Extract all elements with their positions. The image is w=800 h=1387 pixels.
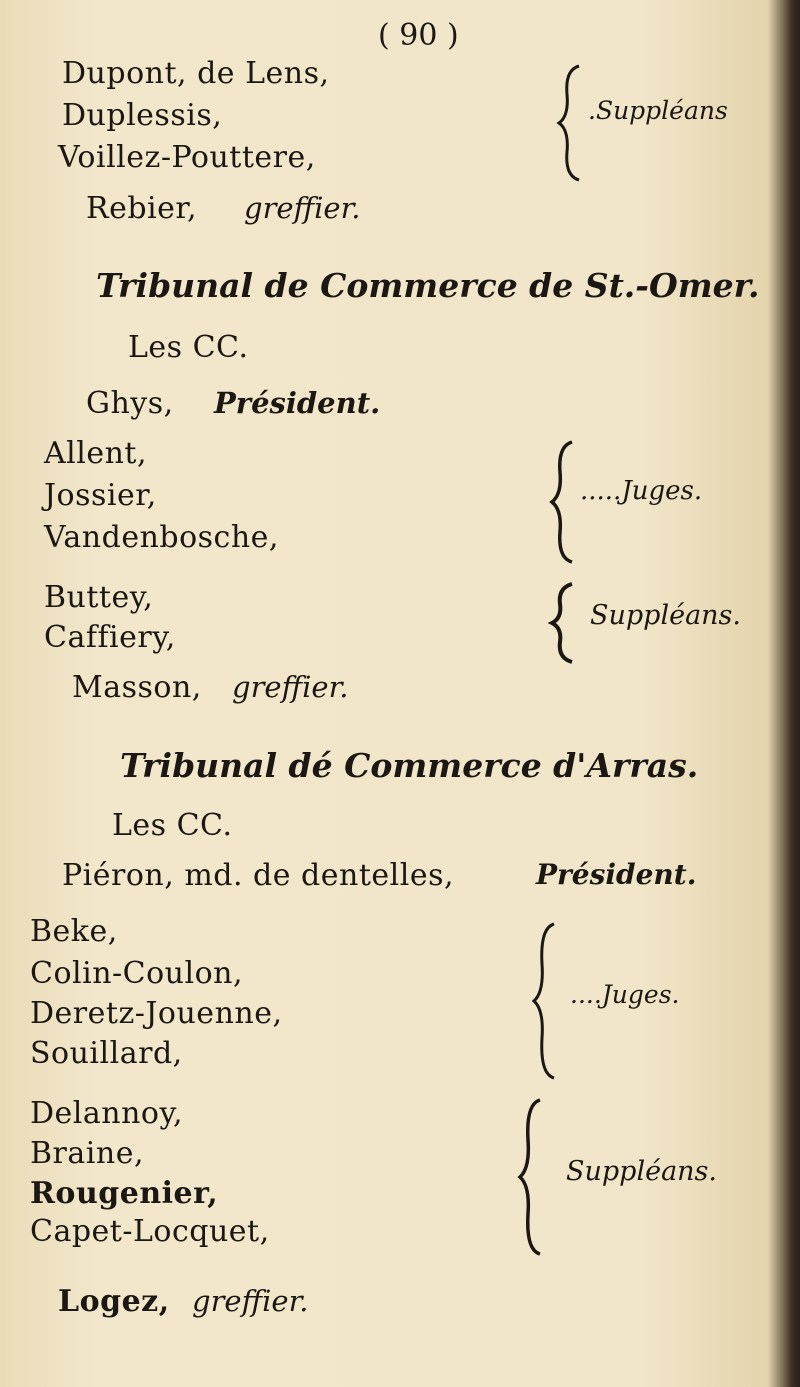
substitutes-role: Suppléans. [566,1156,717,1187]
president-name: Ghys, [86,386,174,421]
substitute-name-2: Duplessis, [62,98,223,133]
judges-role: ....Juges. [570,980,680,1009]
brace-icon [555,64,585,182]
page-number: ( 90 ) [378,18,459,53]
substitute-name-1: Delannoy, [30,1096,183,1131]
clerk-name: Rebier, [86,191,197,226]
members-label: Les CC. [112,808,233,843]
members-label: Les CC. [128,330,249,365]
judge-name-3: Deretz-Jouenne, [30,996,283,1031]
judge-name-3: Vandenbosche, [44,520,279,555]
substitute-name-2: Braine, [30,1136,144,1171]
judge-name-2: Colin-Coulon, [30,956,244,991]
brace-icon [548,440,578,564]
judges-role: .....Juges. [580,476,703,506]
president-role: Président. [536,858,697,891]
judge-name-1: Beke, [30,914,118,949]
clerk-role: greffier. [244,191,361,225]
section-title-arras: Tribunal dé Commerce d'Arras. [120,746,699,785]
brace-icon [548,582,578,664]
president-role: Président. [214,386,381,420]
substitute-name-2: Caffiery, [44,620,176,655]
clerk-role: greffier. [192,1284,309,1318]
brace-icon [516,1098,546,1256]
clerk-name: Logez, [58,1284,170,1319]
substitutes-role: .Suppléans [588,96,728,125]
judge-name-2: Jossier, [44,478,157,513]
section-title-st-omer: Tribunal de Commerce de St.-Omer. [96,266,760,305]
substitute-name-3: Rougenier, [30,1176,219,1211]
judge-name-4: Souillard, [30,1036,183,1071]
brace-icon [530,922,560,1080]
substitutes-role: Suppléans. [590,600,741,631]
clerk-role: greffier. [232,670,349,704]
substitute-name-1: Dupont, de Lens, [62,56,330,91]
judge-name-1: Allent, [44,436,148,471]
president-name: Piéron, md. de dentelles, [62,858,455,893]
substitute-name-4: Capet-Locquet, [30,1214,270,1249]
clerk-name: Masson, [72,670,202,705]
substitute-name-1: Buttey, [44,580,154,615]
substitute-name-3: Voillez-Pouttere, [58,140,316,175]
